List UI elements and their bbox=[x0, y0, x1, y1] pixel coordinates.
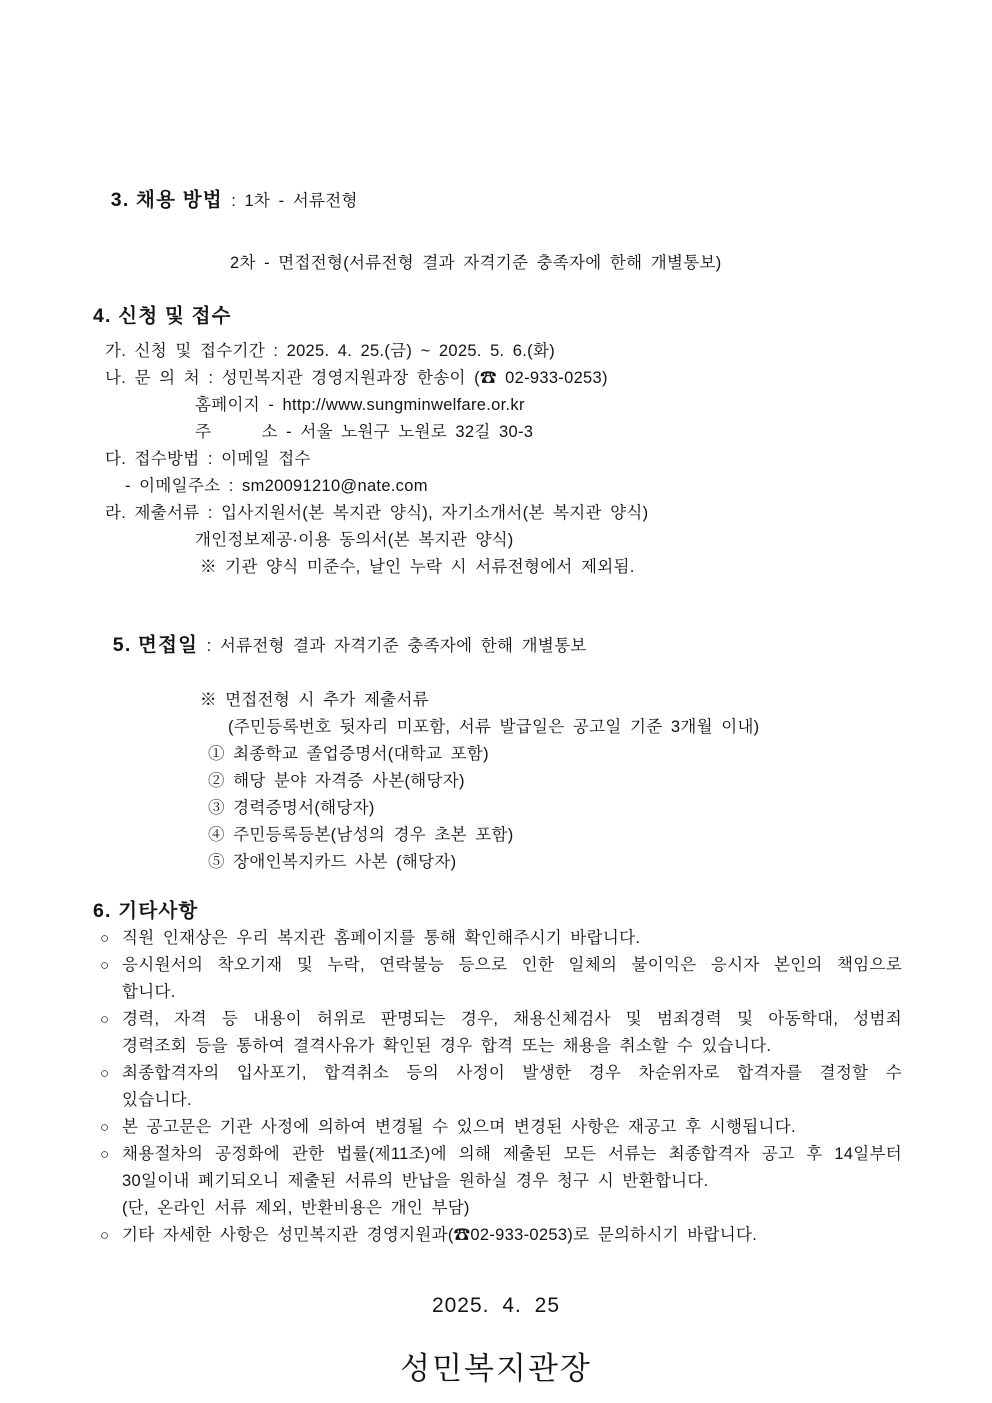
section-6-heading: 6. 기타사항 bbox=[93, 900, 199, 922]
homepage-line: 홈페이지 - http://www.sungminwelfare.or.kr bbox=[195, 396, 525, 414]
required-doc-item-2: ② 해당 분야 자격증 사본(해당자) bbox=[208, 772, 465, 790]
docs-validity-note: (주민등록번호 뒷자리 미포함, 서류 발급일은 공고일 기준 3개월 이내) bbox=[228, 718, 760, 736]
email-address-line: - 이메일주소 : sm20091210@nate.com bbox=[125, 477, 428, 495]
bullet-circle-icon: ○ bbox=[100, 957, 110, 974]
required-doc-item-5: ⑤ 장애인복지카드 사본 (해당자) bbox=[208, 853, 457, 871]
other-item-text: 합니다. bbox=[122, 983, 176, 1001]
bullet-circle-icon: ○ bbox=[100, 1065, 110, 1082]
other-item-1 bbox=[100, 925, 992, 952]
other-item-4 bbox=[100, 1060, 992, 1114]
exclusion-note: ※ 기관 양식 미준수, 날인 누락 시 서류전형에서 제외됨. bbox=[200, 558, 635, 576]
bullet-circle-icon: ○ bbox=[100, 1227, 110, 1244]
other-item-text: 경력조회 등을 통하여 결격사유가 확인된 경우 합격 또는 채용을 취소할 수 있습니다. bbox=[122, 1037, 772, 1055]
other-item-text: 최종합격자의 입사포기, 합격취소 등의 사정이 발생한 경우 차순위자로 합격자를 결정할 수 bbox=[122, 1064, 902, 1082]
section-3-colon: : bbox=[222, 192, 245, 210]
section-4-heading: 4. 신청 및 접수 bbox=[93, 305, 232, 327]
other-item-2 bbox=[100, 952, 992, 1006]
other-item-text: 30일이내 폐기되오니 제출된 서류의 반납을 원하실 경우 청구 시 반환합니다. bbox=[122, 1172, 709, 1190]
required-documents-line: 라. 제출서류 : 입사지원서(본 복지관 양식), 자기소개서(본 복지관 양식) bbox=[105, 504, 649, 522]
bullet-circle-icon: ○ bbox=[100, 930, 110, 947]
required-doc-item-3: ③ 경력증명서(해당자) bbox=[208, 799, 375, 817]
application-period-line: 가. 신청 및 접수기간 : 2025. 4. 25.(금) ~ 2025. 5. 6.(화) bbox=[105, 342, 555, 360]
other-item-3 bbox=[100, 1006, 992, 1060]
section-5-heading: 5. 면접일 bbox=[112, 634, 199, 656]
other-item-text: 응시원서의 착오기재 및 누락, 연락불능 등으로 인한 일체의 불이익은 응시자 본인의 책임으로 bbox=[122, 956, 902, 974]
consent-form-line: 개인정보제공·이용 동의서(본 복지관 양식) bbox=[195, 531, 514, 549]
notice-date: 2025. 4. 25 bbox=[431, 1294, 561, 1317]
recruitment-step-2: 2차 - 면접전형(서류전형 결과 자격기준 충족자에 한해 개별통보) bbox=[230, 254, 722, 272]
other-item-5 bbox=[100, 1114, 992, 1141]
bullet-circle-icon: ○ bbox=[100, 1146, 110, 1163]
bullet-circle-icon: ○ bbox=[100, 1119, 110, 1136]
additional-docs-note: ※ 면접전형 시 추가 제출서류 bbox=[200, 691, 429, 709]
section-5-colon: : bbox=[198, 637, 220, 655]
other-item-text: 경력, 자격 등 내용이 허위로 판명되는 경우, 채용신체검사 및 범죄경력 및 아동학대, 성범죄 bbox=[122, 1010, 902, 1028]
interview-intro: 서류전형 결과 자격기준 충족자에 한해 개별통보 bbox=[219, 637, 587, 655]
other-item-text: 있습니다. bbox=[122, 1091, 192, 1109]
submit-method-line: 다. 접수방법 : 이메일 접수 bbox=[105, 450, 311, 468]
other-item-text: 기타 자세한 사항은 성민복지관 경영지원과(☎02-933-0253)로 문의하시기 바랍니다. bbox=[122, 1226, 758, 1244]
other-item-text: 본 공고문은 기관 사정에 의하여 변경될 수 있으며 변경된 사항은 재공고 후 시행됩니다. bbox=[122, 1118, 796, 1136]
section-3-heading: 3. 채용 방법 bbox=[110, 189, 223, 211]
section-3-row bbox=[93, 160, 992, 242]
required-doc-item-1: ① 최종학교 졸업증명서(대학교 포함) bbox=[208, 745, 489, 763]
signature: 성민복지관장 bbox=[400, 1351, 592, 1386]
recruitment-step-1: 1차 - 서류전형 bbox=[244, 192, 358, 210]
other-item-text: 채용절차의 공정화에 관한 법률(제11조)에 의해 제출된 모든 서류는 최종합격자 공고 후 14일부터 bbox=[122, 1145, 902, 1163]
required-doc-item-4: ④ 주민등록등본(남성의 경우 초본 포함) bbox=[208, 826, 514, 844]
bullet-circle-icon: ○ bbox=[100, 1011, 110, 1028]
address-line: 주 소 - 서울 노원구 노원로 32길 30-3 bbox=[195, 423, 534, 441]
other-item-text: (단, 온라인 서류 제외, 반환비용은 개인 부담) bbox=[122, 1199, 470, 1217]
contact-line: 나. 문 의 처 : 성민복지관 경영지원과장 한송이 (☎ 02-933-0253) bbox=[105, 369, 608, 387]
other-item-text: 직원 인재상은 우리 복지관 홈페이지를 통해 확인해주시기 바랍니다. bbox=[122, 929, 641, 947]
other-item-7 bbox=[100, 1222, 992, 1249]
other-item-6 bbox=[100, 1141, 992, 1222]
section-5-row bbox=[95, 605, 992, 687]
